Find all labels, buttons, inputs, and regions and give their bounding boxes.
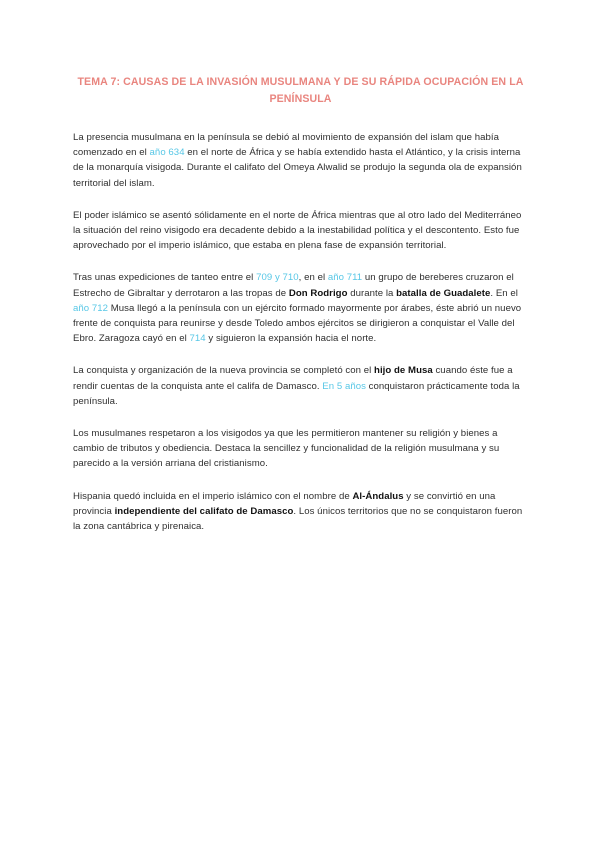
text-span: Tras unas expediciones de tanteo entre el [73,272,257,284]
bold-term: batalla de Guadalete [396,287,491,299]
highlight-date: año 712 [73,302,109,314]
paragraph-religion [73,426,528,472]
bold-term: hijo de Musa [374,365,433,377]
bold-term: Al-Ándalus [352,490,404,502]
bold-term: Don Rodrigo [288,287,348,299]
paragraph-conquista [73,270,528,346]
bold-term: independiente del califato de Damasco [114,505,294,517]
highlight-date: año 634 [149,147,185,159]
text-span: Musa llegó a la península con un ejército formado mayormente por árabes, éste abrió un nuevo frente de conquista para reunirse y desde Toledo ambos ejércitos se dirigieron a conquistar el Valle del Ebro. Zaragoza cayó en el [73,302,522,345]
highlight-date: año 711 [327,272,363,284]
text-span: . Los únicos territorios que no se conquistaron fueron la zona cantábrica y pirenaica. [73,505,523,533]
text-span: El poder islámico se asentó sólidamente en el norte de África mientras que al otro lado del Mediterráneo la situación del reino visigodo era decadente debido a la inestabilidad política y el descontento. Esto fue aprovechado por el imperio islámico, que estaba en plena fase de expansión territorial. [73,209,522,252]
text-span: . En el [490,287,518,299]
text-span: La presencia musulmana en la península se debió al movimiento de expansión del islam que había comenzado en el [73,132,500,159]
document-title: TEMA 7: CAUSAS DE LA INVASIÓN MUSULMANA Y DE SU RÁPIDA OCUPACIÓN EN LA PENÍNSULA [77,76,524,105]
text-span: , en el [298,272,328,284]
text-span: Los musulmanes respetaron a los visigodos ya que les permitieron mantener su religión y bienes a cambio de tributos y obediencia. Destaca la sencillez y funcionalidad de la religión musulmana y su parecido a la versión arriana del cristianismo. [73,428,500,470]
paragraph-al-andalus [73,489,528,535]
text-span: y se convirtió en una provincia [73,490,496,517]
text-span: durante la [347,287,397,299]
text-span: y siguieron la expansión hacia el norte. [205,333,377,345]
highlight-date: 709 y 710 [256,272,299,284]
document-page [73,74,528,551]
paragraph-organizacion [73,363,528,409]
paragraph-expansion-islam [73,130,528,191]
text-span: cuando éste fue a rendir cuentas de la conquista ante el califa de Damasco. [73,365,513,392]
highlight-date: En 5 años [322,380,366,392]
text-span: La conquista y organización de la nueva provincia se completó con el [73,365,375,377]
text-span: conquistaron prácticamente toda la península. [73,380,520,407]
highlight-date: 714 [189,333,206,345]
text-span: Hispania quedó incluida en el imperio islámico con el nombre de [73,490,353,502]
text-span: en el norte de África y se había extendido hasta el Atlántico, y la crisis interna de la monarquía visigoda. Durante el califato del Omeya Alwalid se produjo la segunda ola de expansión territorial del islam. [73,147,522,189]
text-span: un grupo de bereberes cruzaron el Estrecho de Gibraltar y derrotaron a las tropas de [73,272,514,299]
paragraph-poder-islamico [73,208,528,254]
